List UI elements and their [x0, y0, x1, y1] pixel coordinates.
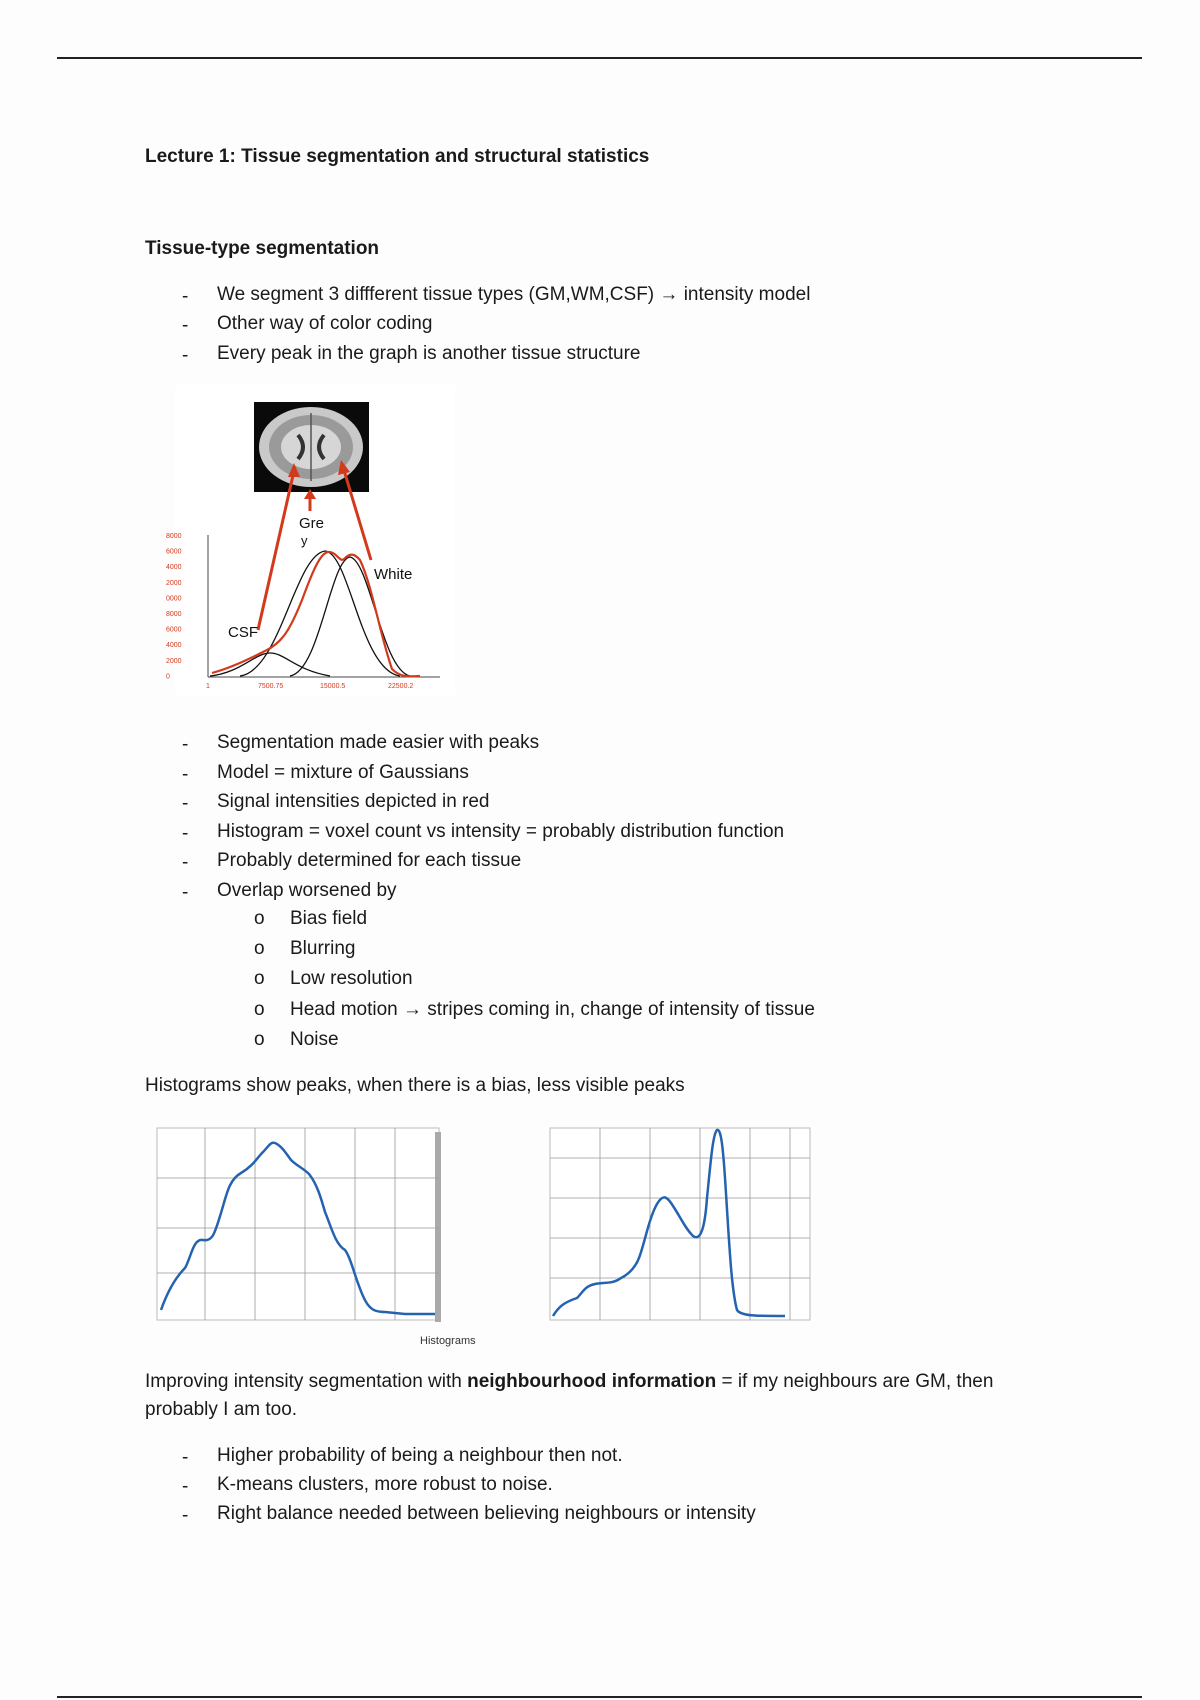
neighbourhood-paragraph-line2: probably I am too.	[145, 1399, 298, 1420]
bullet-marker: -	[182, 1447, 189, 1468]
section-heading: Tissue-type segmentation	[145, 238, 380, 259]
list-item: Overlap worsened by	[217, 879, 397, 901]
list-item: Signal intensities depicted in red	[217, 791, 490, 812]
y-tick-label: 2000	[166, 579, 182, 587]
list-item	[217, 284, 810, 306]
x-tick-label: 7500.75	[258, 683, 284, 690]
y-tick-label: 0	[166, 673, 170, 681]
sub-list-item: Low resolution	[290, 968, 413, 990]
list-item: Histogram = voxel count vs intensity = probably distribution function	[217, 820, 785, 842]
histograms-caption: Histograms	[420, 1335, 476, 1347]
bullet-marker: -	[182, 345, 189, 366]
bullet-marker: -	[182, 1476, 189, 1497]
bullet-marker: -	[182, 315, 189, 336]
y-tick-label: 8000	[166, 611, 182, 618]
csf-label: CSF	[228, 624, 258, 641]
list-item: Probably determined for each tissue	[217, 850, 522, 871]
bullet-marker: -	[182, 793, 189, 814]
sub-list-item: Bias field	[290, 908, 368, 929]
paragraph-bold-text: neighbourhood information	[467, 1371, 717, 1392]
x-tick-label: 22500.2	[388, 683, 414, 690]
paragraph-text: = if my neighbours are GM, then	[716, 1371, 994, 1392]
arrow-icon: →	[403, 998, 423, 1020]
arrow-icon: →	[659, 284, 679, 305]
y-tick-label: 4000	[166, 564, 182, 572]
grey-label-continuation: y	[301, 533, 308, 548]
sub-bullet-marker: o	[254, 968, 265, 990]
list-item: Segmentation made easier with peaks	[217, 732, 540, 753]
sub-list-item-text: stripes coming in, change of intensity of tissue	[422, 998, 815, 1020]
bullet-marker: -	[182, 852, 189, 873]
y-tick-label: 0000	[166, 595, 182, 603]
histograms-paragraph: Histograms show peaks, when there is a bias, less visible peaks	[145, 1075, 685, 1096]
bullet-marker: -	[182, 734, 189, 755]
bullet-marker: -	[182, 881, 189, 903]
list-item: K-means clusters, more robust to noise.	[217, 1474, 553, 1495]
list-item: Higher probability of being a neighbour then not.	[217, 1445, 623, 1466]
y-tick-label: 6000	[166, 548, 182, 556]
bottom-rule	[57, 1696, 1142, 1698]
sub-bullet-marker: o	[254, 938, 265, 960]
list-item: Every peak in the graph is another tissue structure	[217, 343, 641, 364]
page-title: Lecture 1: Tissue segmentation and structural statistics	[145, 146, 650, 167]
neighbourhood-paragraph	[145, 1370, 993, 1394]
x-tick-label: 15000.5	[320, 683, 346, 690]
sub-bullet-marker: o	[254, 1028, 265, 1050]
brain-mri-image	[254, 402, 369, 492]
paragraph-text: Improving intensity segmentation with	[145, 1371, 468, 1392]
list-item: Other way of color coding	[217, 313, 433, 334]
top-rule	[57, 57, 1142, 59]
bullet-marker: -	[182, 763, 189, 785]
unbiased-histogram-panel	[550, 1128, 810, 1320]
list-item-text: We segment 3 diffferent tissue types (GM,WM,CSF)	[217, 284, 655, 305]
y-tick-label: 4000	[166, 642, 182, 650]
sub-list-item: Noise	[290, 1028, 339, 1050]
list-item: Right balance needed between believing neighbours or intensity	[217, 1503, 756, 1524]
list-item-text: intensity model	[678, 284, 811, 305]
sub-bullet-marker: o	[254, 908, 265, 929]
sub-bullet-marker: o	[254, 998, 265, 1020]
y-tick-label: 6000	[166, 626, 182, 634]
sub-list-item	[290, 999, 815, 1021]
bullet-marker: -	[182, 822, 189, 844]
list-item: Model = mixture of Gaussians	[217, 761, 469, 783]
white-label: White	[374, 566, 413, 583]
histograms-figure	[145, 1118, 815, 1352]
bullet-marker: -	[182, 286, 189, 307]
biased-histogram-panel	[157, 1128, 441, 1322]
y-tick-label: 2000	[166, 657, 182, 665]
y-tick-label: 8000	[166, 533, 182, 540]
sub-list-item: Blurring	[290, 938, 356, 960]
grey-label: Gre	[299, 515, 325, 532]
sub-list-item-text: Head motion	[290, 998, 404, 1020]
x-tick-label: 1	[206, 683, 210, 690]
tissue-histogram-figure	[166, 385, 460, 695]
bullet-marker: -	[182, 1505, 189, 1526]
